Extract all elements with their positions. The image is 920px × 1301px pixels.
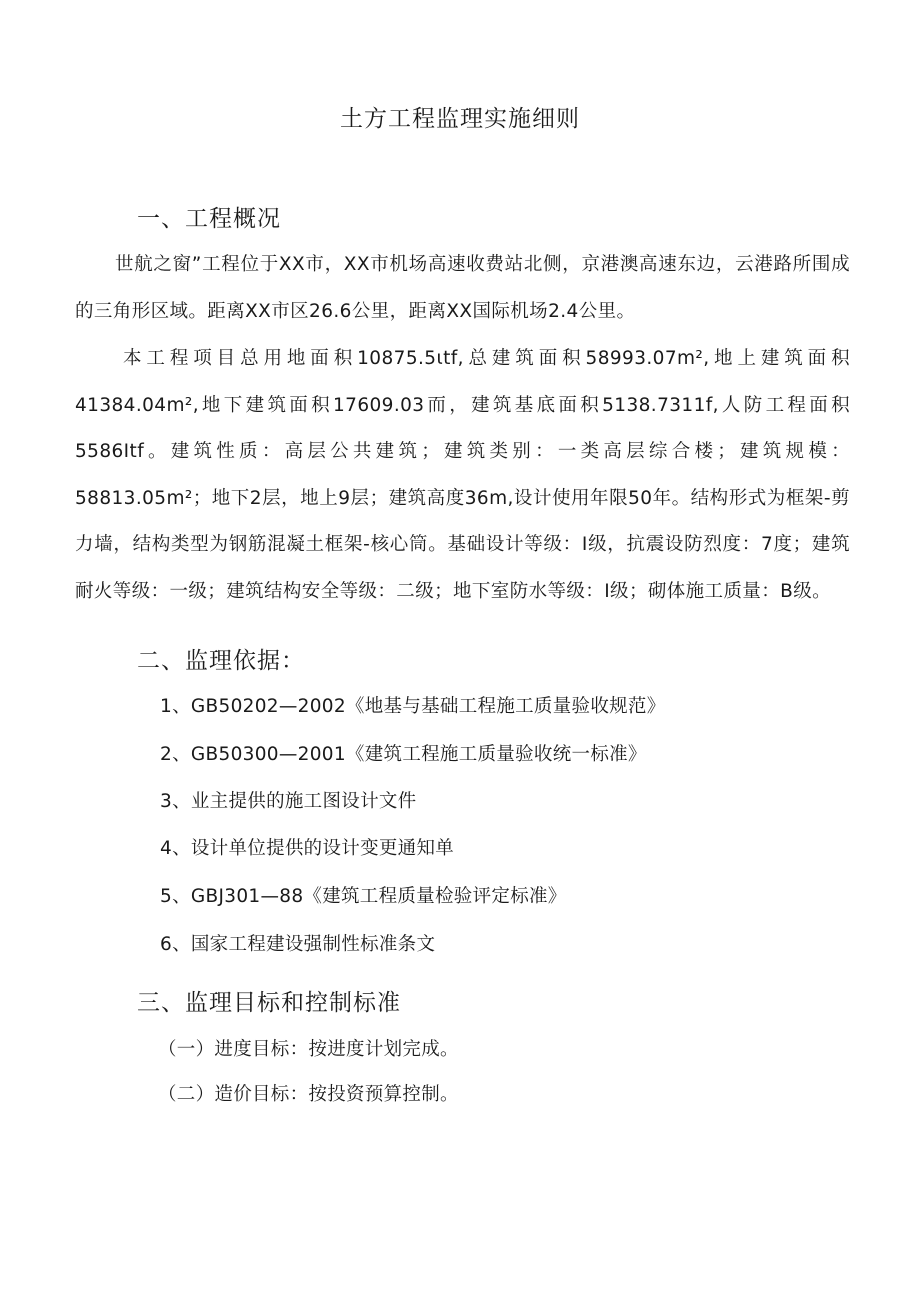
list-item: 3、业主提供的施工图设计文件	[160, 791, 417, 812]
list-item: （二）造价目标：按投资预算控制。	[158, 1084, 459, 1105]
list-item: （一）进度目标：按进度计划完成。	[158, 1039, 459, 1060]
list-item: 4、设计单位提供的设计变更通知单	[160, 838, 455, 859]
document-title: 土方工程监理实施细则	[340, 106, 580, 132]
list-item: 1、GB50202—2002《地基与基础工程施工质量验收规范》	[160, 696, 666, 717]
section-heading-basis: 二、监理依据：	[137, 648, 305, 674]
list-item: 6、国家工程建设强制性标准条文	[160, 934, 436, 955]
list-item: 5、GBJ301—88《建筑工程质量检验评定标准》	[160, 886, 567, 907]
paragraph-location: 世航之窗”工程位于XX市，XX市机场高速收费站北侧，京港澳高速东边，云港路所围成的三角形区域。距离XX市区26.6公里，距离XX国际机场2.4公里。	[75, 254, 850, 322]
section-heading-targets: 三、监理目标和控制标准	[137, 990, 401, 1016]
list-item: 2、GB50300—2001《建筑工程施工质量验收统一标准》	[160, 744, 647, 765]
paragraph-project-details: 本工程项目总用地面积10875.5ιtf,总建筑面积58993.07m²,地上建筑面积41384.04m²,地下建筑面积17609.03而，建筑基底面积5138.7311f,人防工程面积5586Itf。建筑性质：高层公共建筑；建筑类别：一类高层综合楼；建筑规模：58813.05m²；地下2层，地上9层；建筑高度36m,设计使用年限50年。结构形式为框架-剪力墙，结构类型为钢筋混凝土框架-核心筒。基础设计等级：I级，抗震设防烈度：7度；建筑耐火等级：一级；建筑结构安全等级：二级；地下室防水等级：I级；砌体施工质量：B级。	[75, 348, 850, 602]
section-heading-overview: 一、工程概况	[137, 206, 281, 232]
